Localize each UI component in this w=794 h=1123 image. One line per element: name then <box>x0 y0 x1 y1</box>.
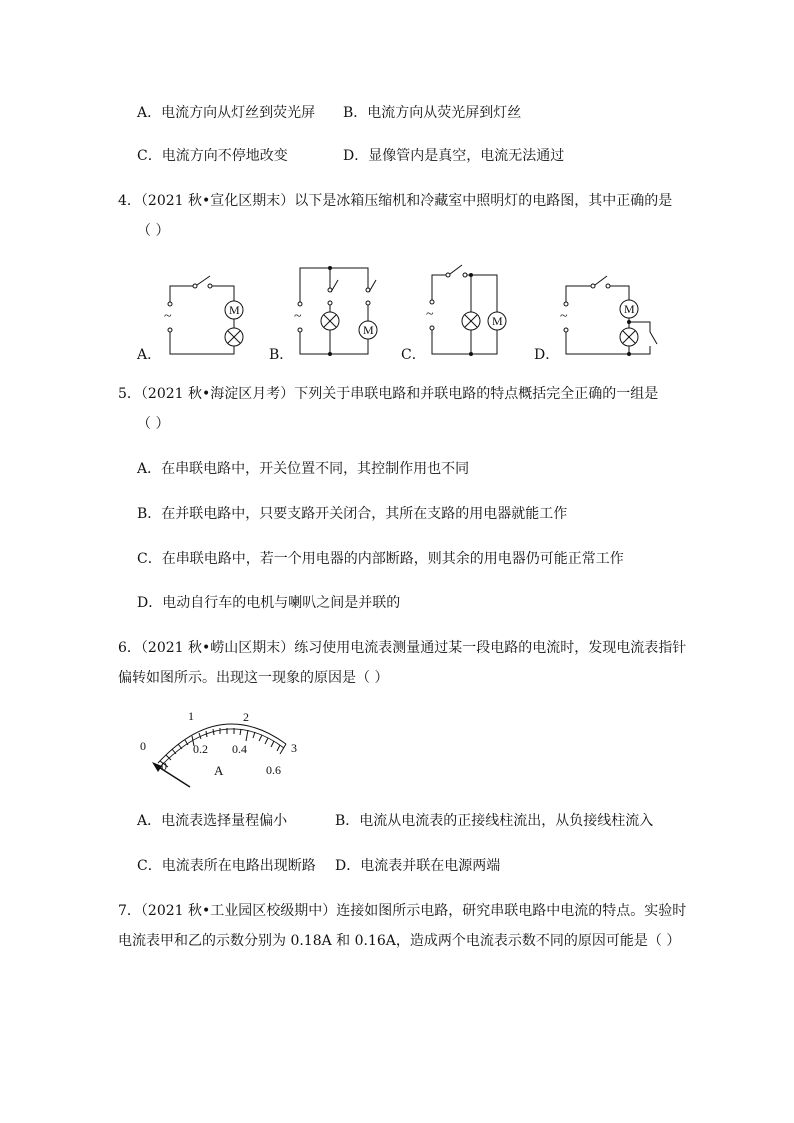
q5-option-d: D．电动自行车的电机与喇叭之间是并联的 <box>137 595 401 611</box>
circuit-b-ac-symbol: ~ <box>294 309 302 324</box>
q5-blank: （ ） <box>137 416 170 432</box>
ammeter-inner-label-1: 0.2 <box>193 742 208 756</box>
ammeter-inner-label-2: 0.4 <box>232 742 247 756</box>
ammeter-unit-label: A <box>214 763 224 778</box>
q5-option-a: A．在串联电路中，开关位置不同，其控制作用也不同 <box>137 461 470 477</box>
q6-stem-line2: 偏转如图所示。出现这一现象的原因是（ ） <box>118 670 389 686</box>
q3-option-c: C．电流方向不停地改变 <box>137 148 288 164</box>
circuit-c-motor-label: M <box>492 314 503 328</box>
ammeter-outer-label-3: 3 <box>291 741 297 755</box>
circuit-a-motor-label: M <box>229 303 240 317</box>
q6-option-a: A．电流表选择量程偏小 <box>137 813 288 829</box>
q3-option-a: A．电流方向从灯丝到荧光屏 <box>137 105 316 121</box>
q6-option-d: D．电流表并联在电源两端 <box>335 858 501 874</box>
q4-label-a: A． <box>137 347 162 363</box>
circuit-d-ac-symbol: ~ <box>560 309 568 324</box>
q5-option-c: C．在串联电路中，若一个用电器的内部断路，则其余的用电器仍可能正常工作 <box>137 551 624 567</box>
circuit-b-motor-label: M <box>363 323 374 337</box>
ammeter-outer-label-0: 0 <box>140 739 146 753</box>
ammeter-scale-arc-inner <box>160 729 284 767</box>
q4-label-d: D． <box>534 347 560 363</box>
ammeter-outer-label-2: 2 <box>243 710 249 724</box>
ammeter-ticks <box>160 728 286 767</box>
q7-stem-line1: 7．（2021 秋•工业园区校级期中）连接如图所示电路，研究串联电路中电流的特点。实验时 <box>118 903 687 919</box>
circuit-c-ac-symbol: ~ <box>426 307 434 322</box>
q4-blank: （ ） <box>137 223 170 239</box>
q6-stem-line1: 6．（2021 秋•崂山区期末）练习使用电流表测量通过某一段电路的电流时，发现电流表指针 <box>118 640 687 656</box>
q5-stem: 5．（2021 秋•海淀区月考）下列关于串联电路和并联电路的特点概括完全正确的一组是 <box>118 386 659 402</box>
q4-label-c: C． <box>401 347 426 363</box>
q4-stem: 4．（2021 秋•宣化区期末）以下是冰箱压缩机和冷藏室中照明灯的电路图，其中正确的是 <box>118 193 673 209</box>
ammeter-outer-label-1: 1 <box>188 709 194 723</box>
q5-option-b: B．在并联电路中，只要支路开关闭合，其所在支路的用电器就能工作 <box>137 506 568 522</box>
q6-option-c: C．电流表所在电路出现断路 <box>137 858 316 874</box>
circuit-a-ac-symbol: ~ <box>164 309 172 324</box>
q7-stem-line2: 电流表甲和乙的示数分别为 0.18A 和 0.16A，造成两个电流表示数不同的原因可能是（ ） <box>118 933 681 949</box>
q6-option-b: B．电流从电流表的正接线柱流出，从负接线柱流入 <box>335 813 654 829</box>
q3-option-d: D．显像管内是真空，电流无法通过 <box>343 148 565 164</box>
ammeter-inner-label-0: 0 <box>161 759 167 773</box>
ammeter-inner-label-3: 0.6 <box>266 763 281 777</box>
q3-option-b: B．电流方向从荧光屏到灯丝 <box>343 105 522 121</box>
q4-label-b: B． <box>269 347 294 363</box>
circuit-d-motor-label: M <box>624 302 635 316</box>
